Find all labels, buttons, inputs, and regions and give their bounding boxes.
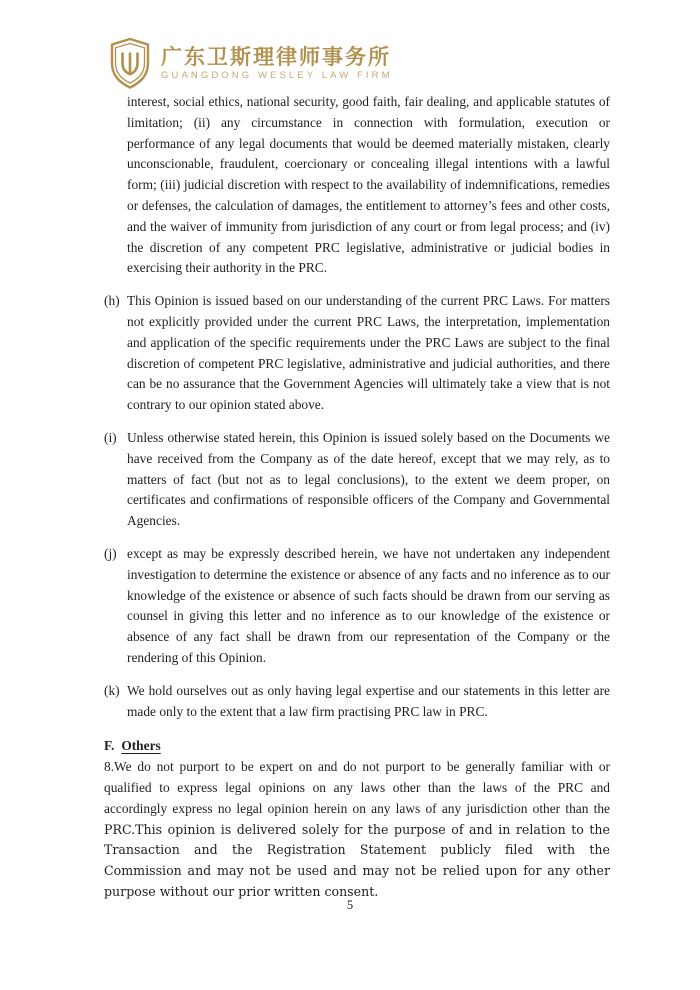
section-title: Others xyxy=(121,738,161,754)
continuation-paragraph: interest, social ethics, national security, good faith, fair dealing, and applicable statutes of limitation; (ii) any circumstance in connection with formulation, execution or performance of any legal documents that would be deemed materially mistaken, clearly unconscionable, fraudulent, coercionary or concealing illegal intentions with a lawful form; (iii) judicial discretion with respect to the availability of indemnifications, remedies or defenses, the calculation of damages, the entitlement to attorney’s fees and other costs, and the waiver of immunity from jurisdiction of any court or from legal process; and (iv) the discretion of any competent PRC legislative, administrative or judicial bodies in exercising their authority in the PRC. xyxy=(127,94,610,276)
firm-name-english: GUANGDONG WESLEY LAW FIRM xyxy=(161,70,393,81)
list-text: Unless otherwise stated herein, this Opinion is issued solely based on the Documents we have received from the Company as of the date hereof, except that we may rely, as to matters of fact (but not as to legal conclusions), to the extent we deem proper, on certificates and confirmations of responsible officers of the Company and Governmental Agencies. xyxy=(127,429,610,529)
letterhead xyxy=(108,37,393,90)
list-marker: (k) xyxy=(104,682,120,698)
section-letter: F. xyxy=(104,738,115,754)
firm-name-chinese: 广东卫斯理律师事务所 xyxy=(161,45,391,69)
page-footer xyxy=(0,898,700,913)
page-number: 5 xyxy=(346,898,354,912)
list-text: except as may be expressly described herein, we have not undertaken any independent investigation to determine the existence or absence of any facts and no inference as to our knowledge of the existence or absence of such facts should be drawn from our serving as counsel in giving this letter and no inference as to our knowledge of the existence or absence of any fact shall be drawn from our representation of the Company or the rendering of this Opinion. xyxy=(127,545,610,665)
list-text: We hold ourselves out as only having legal expertise and our statements in this letter are made only to the extent that a law firm practising PRC law in PRC. xyxy=(127,682,610,719)
section-heading-others xyxy=(104,736,610,757)
list-text: This Opinion is issued based on our understanding of the current PRC Laws. For matters not explicitly provided under the current PRC Laws, the interpretation, implementation and application of the specific requirements under the PRC Laws are subject to the final discretion of competent PRC legislative, administrative and judicial authorities, and there can be no assurance that the Government Agencies will ultimately take a view that is not contrary to our opinion stated above. xyxy=(127,293,610,413)
firm-logo-shield-icon xyxy=(108,37,152,90)
firm-name-block xyxy=(161,37,393,82)
list-marker: (h) xyxy=(104,293,120,309)
paragraph-8-normal: 8.We do not purport to be expert on and do not purport to be generally familiar with or qualified to express legal opinions on any laws other than the laws of the PRC and accordingly express no legal opinion herein on any laws of any jurisdiction other than the xyxy=(104,759,610,816)
list-item-h xyxy=(104,291,610,416)
document-body xyxy=(104,92,610,903)
list-marker: (i) xyxy=(104,429,117,445)
list-item-k xyxy=(104,681,610,723)
list-item-i xyxy=(104,428,610,532)
paragraph-8-emphasized: PRC.This opinion is delivered solely for the purpose of and in relation to the Transaction and the Registration Statement publicly filed with the Commission and may not be used and may not be relied upon for any other purpose without our prior written consent. xyxy=(104,821,610,899)
list-marker: (j) xyxy=(104,545,117,561)
paragraph-8 xyxy=(104,757,610,903)
list-item-j xyxy=(104,544,610,669)
